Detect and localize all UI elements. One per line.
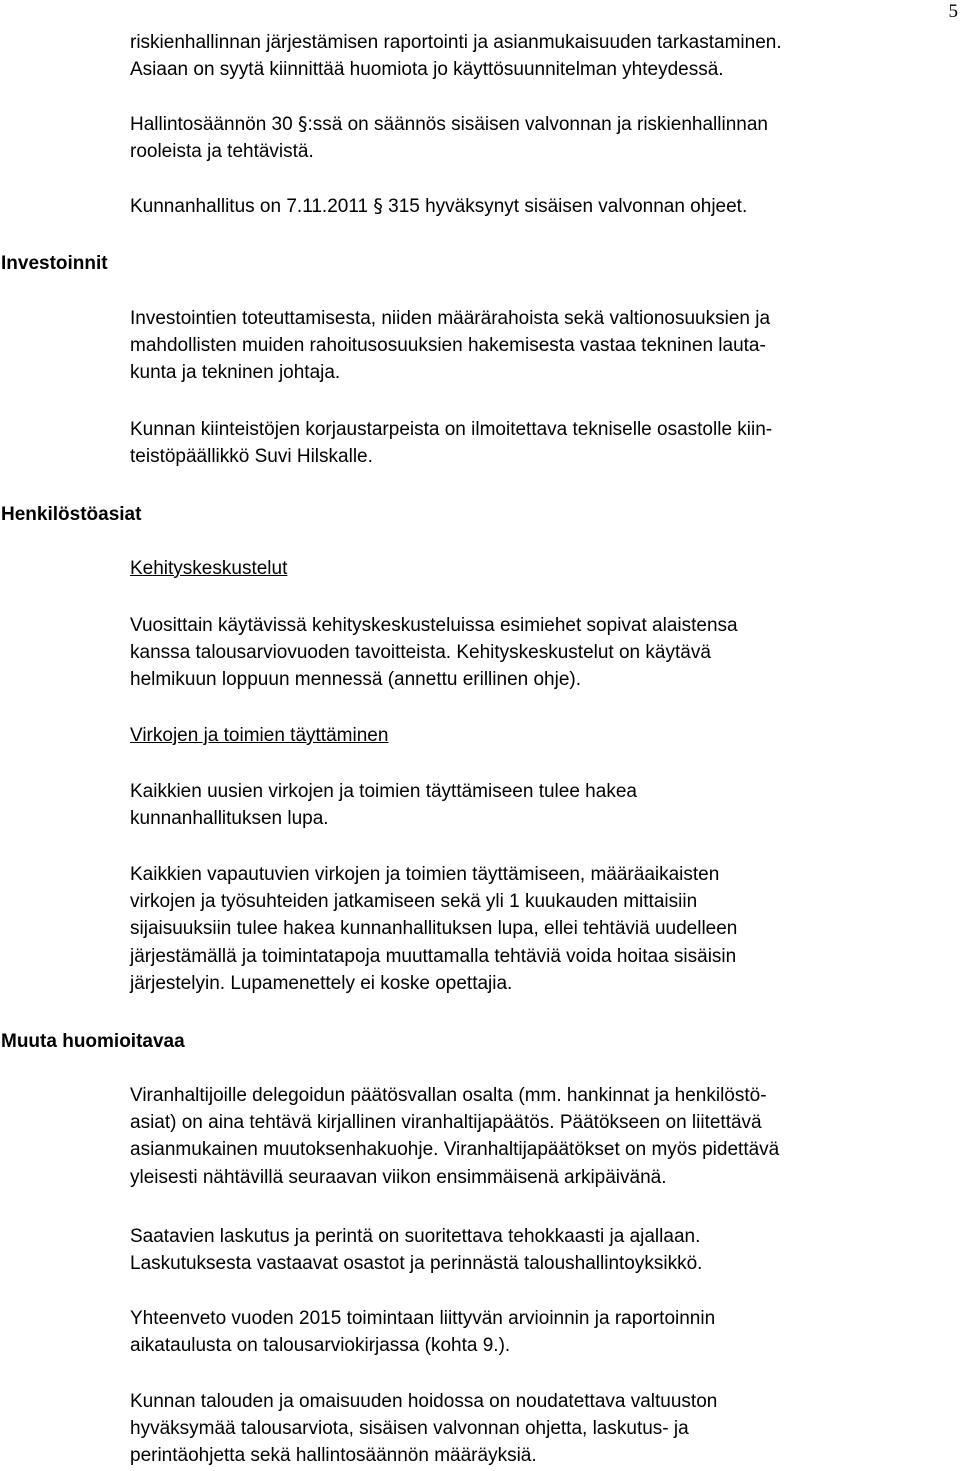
text-line: Viranhaltijoille delegoidun päätösvallan osalta (mm. hankinnat ja henkilöstö- bbox=[130, 1085, 767, 1106]
text-line: perintäohjetta sekä hallintosäännön määräyksiä. bbox=[130, 1445, 537, 1467]
text-line: aikataulusta on talousarviokirjassa (kohta 9.). bbox=[130, 1335, 511, 1357]
text-line: Kaikkien vapautuvien virkojen ja toimien täyttämiseen, määräaikaisten bbox=[130, 864, 720, 885]
heading-text: Kehityskeskustelut bbox=[130, 558, 288, 579]
paragraph-development-discussions bbox=[130, 612, 956, 694]
text-line: kanssa talousarviovuoden tavoitteista. Kehityskeskustelut on käytävä bbox=[130, 642, 711, 664]
text-line: Yhteenveto vuoden 2015 toimintaan liittyvän arvioinnin ja raportoinnin bbox=[130, 1308, 716, 1329]
section-sign: § bbox=[373, 195, 383, 217]
text-line: sijaisuuksiin tulee hakea kunnanhallituksen lupa, ellei tehtäviä uudelleen bbox=[130, 918, 738, 940]
paragraph-vacated-positions bbox=[130, 861, 956, 997]
text-fragment: Kunnanhallitus on 7.11.2011 bbox=[130, 196, 369, 217]
text-line bbox=[130, 111, 956, 138]
side-heading-investments: Investoinnit bbox=[1, 253, 108, 274]
paragraph-finance-management bbox=[130, 1388, 956, 1470]
text-line: virkojen ja työsuhteiden jatkamiseen sekä yli 1 kuukauden mittaisiin bbox=[130, 891, 698, 913]
text-line: Saatavien laskutus ja perintä on suoritettava tehokkaasti ja ajallaan. bbox=[130, 1226, 701, 1247]
paragraph-invoicing bbox=[130, 1223, 956, 1277]
text-line: kunta ja tekninen johtaja. bbox=[130, 362, 341, 384]
text-line: rooleista ja tehtävistä. bbox=[130, 141, 314, 163]
section-heading-development-discussions bbox=[130, 555, 956, 582]
text-line: helmikuun loppuun mennessä (annettu erillinen ohje). bbox=[130, 669, 582, 691]
paragraph-new-positions bbox=[130, 778, 956, 832]
text-line: järjestelyin. Lupamenettely ei koske opettajia. bbox=[130, 972, 513, 994]
heading-text: Virkojen ja toimien täyttäminen bbox=[130, 725, 389, 746]
text-fragment: 315 hyväksynyt sisäisen valvonnan ohjeet. bbox=[388, 196, 748, 217]
text-line bbox=[130, 193, 956, 220]
paragraph-property-repairs bbox=[130, 416, 956, 470]
side-heading-other: Muuta huomioitavaa bbox=[1, 1031, 185, 1052]
paragraph-risk-reporting bbox=[130, 29, 956, 83]
text-line: Laskutuksesta vastaavat osastot ja perinnästä taloushallintoyksikkö. bbox=[130, 1253, 703, 1275]
text-fragment: Hallintosäännön 30 bbox=[130, 114, 293, 135]
text-line: asianmukainen muutoksenhakuohje. Viranhaltijapäätökset on myös pidettävä bbox=[130, 1139, 780, 1161]
text-line: Kaikkien uusien virkojen ja toimien täyttämiseen tulee hakea bbox=[130, 781, 637, 802]
text-line: Asiaan on syytä kiinnittää huomiota jo käyttösuunnitelman yhteydessä. bbox=[130, 59, 724, 81]
text-line: asiat) on aina tehtävä kirjallinen viranhaltijapäätös. Päätökseen on liitettävä bbox=[130, 1112, 762, 1134]
text-line: Investointien toteuttamisesta, niiden määrärahoista sekä valtionosuuksien ja bbox=[130, 308, 771, 329]
paragraph-board-approval bbox=[130, 193, 956, 220]
text-line: hyväksymää talousarviota, sisäisen valvonnan ohjetta, laskutus- ja bbox=[130, 1418, 689, 1440]
text-line: teistöpäällikkö Suvi Hilskalle. bbox=[130, 446, 373, 468]
text-line: järjestämällä ja toimintatapoja muuttamalla tehtäviä voida hoitaa sisäisin bbox=[130, 945, 737, 967]
text-line: riskienhallinnan järjestämisen raportointi ja asianmukaisuuden tarkastaminen. bbox=[130, 32, 782, 53]
paragraph-administrative-rule bbox=[130, 111, 956, 165]
text-line: Vuosittain käytävissä kehityskeskusteluissa esimiehet sopivat alaistensa bbox=[130, 615, 738, 636]
text-fragment: :ssä on säännös sisäisen valvonnan ja riskienhallinnan bbox=[307, 114, 768, 135]
page-number: 5 bbox=[948, 1, 958, 22]
text-line: Kunnan talouden ja omaisuuden hoidossa on noudatettava valtuuston bbox=[130, 1391, 718, 1412]
text-line: mahdollisten muiden rahoitusosuuksien hakemisesta vastaa tekninen lauta- bbox=[130, 335, 766, 357]
paragraph-evaluation-summary bbox=[130, 1305, 956, 1359]
paragraph-official-decisions bbox=[130, 1082, 956, 1191]
paragraph-investments bbox=[130, 305, 956, 387]
text-line: kunnanhallituksen lupa. bbox=[130, 808, 329, 830]
section-sign: § bbox=[297, 113, 308, 135]
side-heading-personnel: Henkilöstöasiat bbox=[1, 504, 142, 525]
section-heading-filling-positions bbox=[130, 722, 956, 749]
text-line: yleisesti nähtävillä seuraavan viikon ensimmäisenä arkipäivänä. bbox=[130, 1166, 667, 1188]
text-line: Kunnan kiinteistöjen korjaustarpeista on ilmoitettava tekniselle osastolle kiin- bbox=[130, 419, 773, 440]
